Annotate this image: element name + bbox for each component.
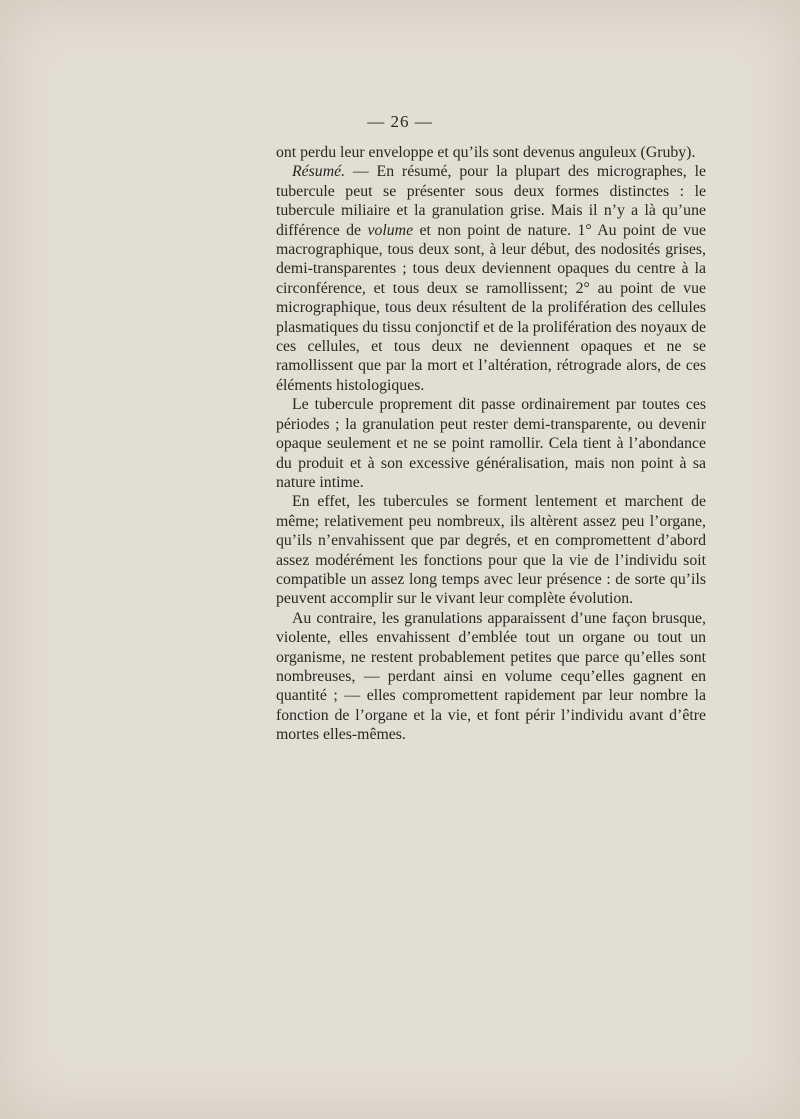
- paragraph-4: En effet, les tubercules se forment lentement et marchent de même; relativement peu nombreux, ils altèrent assez peu l’organe, qu’ils n’envahissent que par degrés, et en compromettent d’abord assez modérément les fonctions pour que la vie de l’individu soit compatible un assez long temps avec leur présence : de sorte qu’ils peuvent accomplir sur le vivant leur complète évolution.: [276, 493, 706, 608]
- paragraph-1: ont perdu leur enveloppe et qu’ils sont devenus anguleux (Gruby).: [276, 144, 696, 161]
- paragraph-2-text-after: et non point de nature. 1° Au point de vue macrographique, tous deux sont, à leur début, des nodosités grises, demi-transparentes ; tous deux deviennent opaques du centre à la circonférence, et tous deux se ramollissent; 2° au point de vue micrographique, tous deux résultent de la prolifération des cellules plasmatiques du tissu conjonctif et de la prolifération des noyaux de ces cellules, et tous deux ne deviennent opaques et ne se ramollissent que par la mort et l’altération, rétrograde alors, de ces éléments histologiques.: [276, 221, 706, 394]
- body-text: [276, 143, 706, 745]
- paragraph-3: Le tubercule proprement dit passe ordinairement par toutes ces périodes ; la granulation peut rester demi-transparente, ou devenir opaque seulement et ne se point ramollir. Cela tient à l’abondance du produit et à son excessive généralisation, mais non point à sa nature intime.: [276, 396, 706, 491]
- section-heading-resume: Résumé.: [292, 163, 346, 181]
- emphasis-volume: volume: [367, 221, 414, 239]
- paragraph-5: Au contraire, les granulations apparaissent d’une façon brusque, violente, elles envahissent d’emblée tout un organe ou tout un organisme, ne restent probablement petites que parce qu’elles sont nombreuses, — perdant ainsi en volume cequ’elles gagnent en quantité ; — elles compromettent rapidement par leur nombre la fonction de l’organe et la vie, et font périr l’individu avant d’être mortes elles-mêmes.: [276, 609, 706, 744]
- page-number: — 26 —: [367, 112, 433, 131]
- paragraph-2: [276, 162, 706, 395]
- paragraph-2-text: — En résumé, pour la plupart des micrographes, le tubercule peut se présenter sous deux formes distinctes : le tubercule miliaire et la granulation grise. Mais il n’y a là qu’une différence de: [276, 163, 706, 239]
